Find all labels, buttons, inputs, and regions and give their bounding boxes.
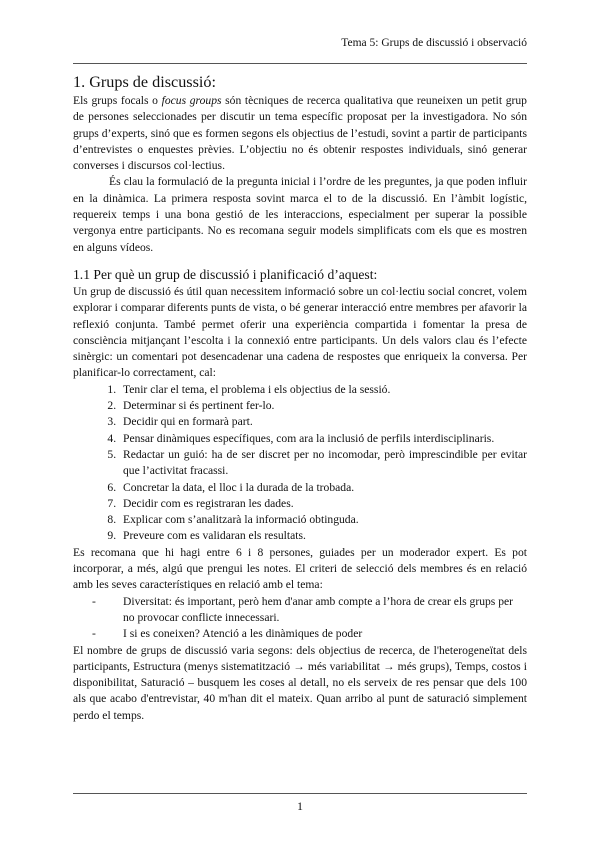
- focus-groups-term: focus groups: [161, 94, 222, 107]
- list-item: 2. Determinar si és pertinent fer-lo.: [119, 398, 527, 414]
- list-item: 6. Concretar la data, el lloc i la durada de la trobada.: [119, 480, 527, 496]
- section-heading-grups: 1. Grups de discussió:: [73, 73, 216, 91]
- running-header: Tema 5: Grups de discussió i observació: [341, 37, 527, 49]
- paragraph-intro-rest: són tècniques de recerca qualitativa que reuneixen un petit grup de persones seleccionades per discutir un tema específic proposat per la investigadora. No són grups d’experts, sinó que es formen segons els objectius de l’estudi, sovint a partir de participants d’entrevistes o enquestes prèvies. L’objectiu no és obtenir respostes individuals, sinó generar converses i discursos col·lectius.: [73, 94, 527, 173]
- subsection-heading-planning: 1.1 Per què un grup de discussió i planificació d’aquest:: [73, 266, 378, 282]
- paragraph-number-of-groups: El nombre de grups de discussió varia segons: dels objectius de recerca, de l'heterogeneïtat dels participants, Estructura (menys sistematització → més variabilitat → més grups), Temps, costos i disponibilitat, Saturació – busquem les coses al detall, no els serveix de res pensar que dels 100 als que acabo d'entrevistar, 40 m'han dit el mateix. Quan arribo al punt de saturació simplement perdo el temps.: [73, 643, 527, 722]
- footer-rule: [73, 793, 527, 794]
- list-item: 5. Redactar un guió: ha de ser discret per no incomodar, però imprescindible per evitar que l’activitat fracassi.: [119, 447, 527, 480]
- paragraph-intro: [73, 93, 527, 174]
- page-body: [73, 71, 527, 724]
- list-item: - I si es coneixen? Atenció a les dinàmiques de poder: [119, 626, 527, 642]
- paragraph-why-group: Un grup de discussió és útil quan necessitem informació sobre un col·lectiu social concret, volem explorar i comparar diferents punts de vista, o bé generar interacció entre membres per afavorir la reflexió conjunta. També permet oferir una experiència compartida i fomentar la presa de consciència mitjançant l’escolta i la connexió entre participants. Un dels valors clau és l’efecte sinèrgic: un comentari pot desencadenar una cadena de respostes que enriqueix la conversa. Per planificar-lo correctament, cal:: [73, 284, 527, 380]
- list-item: - Diversitat: és important, però hem d'anar amb compte a l’hora de crear els grups per no provocar conflicte innecessari.: [119, 594, 527, 627]
- list-item: 7. Decidir com es registraran les dades.: [119, 496, 527, 512]
- page-number: 1: [297, 799, 303, 813]
- list-item: 1. Tenir clar el tema, el problema i els objectius de la sessió.: [119, 382, 527, 398]
- list-item: 3. Decidir qui en formarà part.: [119, 414, 527, 430]
- list-item: 8. Explicar com s’analitzarà la informació obtinguda.: [119, 512, 527, 528]
- list-item: 9. Preveure com es validaran els resultats.: [119, 528, 527, 544]
- paragraph-question-formulation: És clau la formulació de la pregunta inicial i l’ordre de les preguntes, ja que poden influir en la dinàmica. La primera resposta sovint marca el to de la discussió. En l’àmbit logístic, requereix temps i una bona gestió de les interaccions, especialment per superar la possible vergonya entre participants. No es recomana seguir models simplificats com els que es mostren en alguns vídeos.: [73, 175, 527, 254]
- selection-criteria-list: [73, 594, 527, 643]
- planning-steps-list: [73, 382, 527, 545]
- header-rule: [73, 63, 527, 64]
- paragraph-group-size: Es recomana que hi hagi entre 6 i 8 persones, guiades per un moderador expert. Es pot incorporar, a més, algú que prengui les notes. El criteri de selecció dels membres és en relació amb les seves característiques en relació amb el tema:: [73, 545, 527, 592]
- list-item: 4. Pensar dinàmiques específiques, com ara la inclusió de perfils interdisciplinaris.: [119, 431, 527, 447]
- paragraph-intro-start: Els grups focals o: [73, 94, 162, 107]
